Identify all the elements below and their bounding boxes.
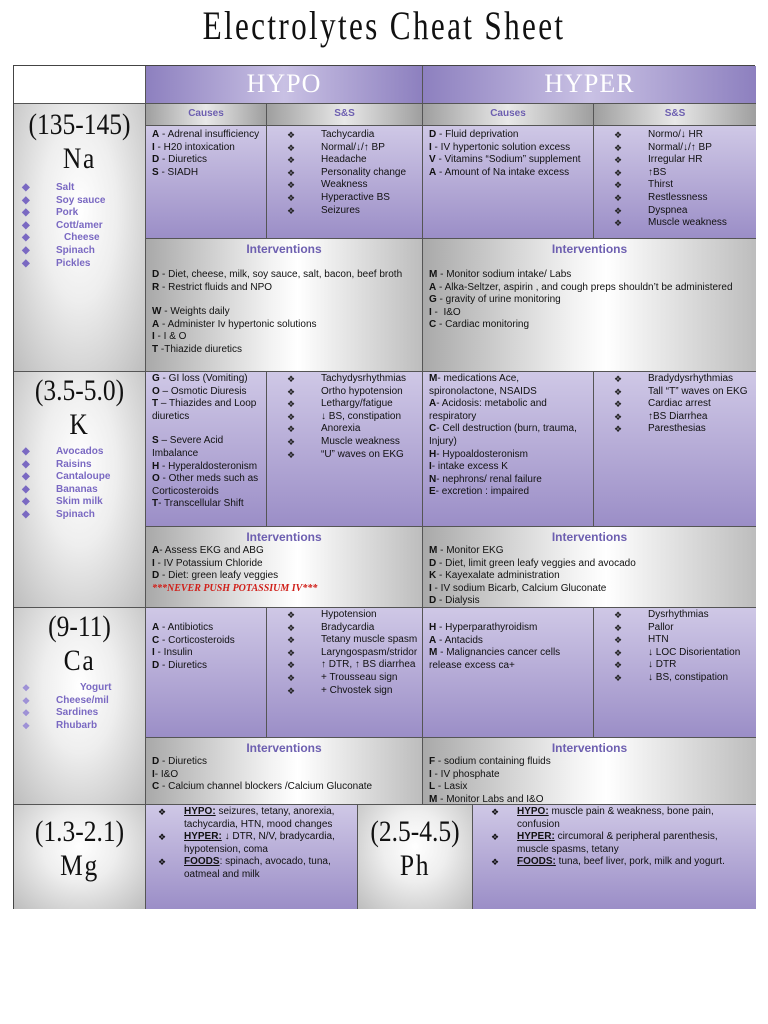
ph-symbol: Ph xyxy=(399,849,431,882)
na-hyper-intervention: I - I&O xyxy=(429,306,461,318)
ca-hypo-cause: C - Corticosteroids xyxy=(152,634,235,646)
list-item: ❖ ↑ DTR, ↑ BS diarrhea xyxy=(287,659,418,672)
list-item: ❖ Normal/↓/↑ BP xyxy=(287,142,416,155)
ca-hypo-ss-list xyxy=(287,609,418,697)
na-hyper-interventions xyxy=(423,239,756,372)
na-hyper-interventions-header: Interventions xyxy=(551,242,628,256)
na-hyper-ss xyxy=(594,126,756,239)
list-item: ❖ Tachycardia xyxy=(287,129,416,142)
ph-label-cell xyxy=(358,805,473,909)
k-hyper-causes xyxy=(423,372,594,527)
k-hyper-intervention: D - Dialysis xyxy=(429,595,480,607)
k-foods-list xyxy=(14,446,145,522)
ph-info xyxy=(473,805,756,909)
list-item: ❖ ↓ BS, constipation xyxy=(287,411,418,424)
list-item: ◆ Bananas xyxy=(14,484,145,497)
ca-hypo-intervention: D - Diuretics xyxy=(152,756,208,767)
na-hyper-causes xyxy=(423,126,594,239)
k-hyper-cause: H- Hypoaldosteronism xyxy=(429,448,528,460)
na-symbol: Na xyxy=(62,142,97,175)
na-label-cell xyxy=(14,104,146,372)
list-item: ❖ Normo/↓ HR xyxy=(614,129,752,142)
k-hypo-cause: T – Thiazides and Loop diuretics xyxy=(152,398,260,422)
k-hypo-causes xyxy=(146,372,267,527)
list-item: ❖ Tachydysrhythmias xyxy=(287,373,418,386)
k-hypo-intervention: D - Diet: green leafy veggies xyxy=(152,570,279,582)
list-item: ❖ FOODS: spinach, avocado, tuna, oatmeal and milk xyxy=(150,856,353,881)
na-hypo-causes-header: Causes xyxy=(146,104,267,126)
k-hyper-interventions-header: Interventions xyxy=(551,530,628,544)
k-hyper-intervention: M - Monitor EKG xyxy=(429,545,504,556)
hypo-header: HYPO xyxy=(146,66,423,104)
list-item: ❖ ↑BS xyxy=(614,167,752,180)
k-label-cell xyxy=(14,372,146,608)
list-item: ❖ Rhubarb xyxy=(14,720,145,733)
ca-hypo-intervention: C - Calcium channel blockers /Calcium Gluconate xyxy=(152,781,373,793)
k-hypo-cause: O – Osmotic Diuresis xyxy=(152,385,247,397)
list-item: ❖ Paresthesias xyxy=(614,423,752,436)
cheat-sheet-table xyxy=(13,65,755,909)
k-hypo-intervention: I - IV Potassium Chloride xyxy=(152,557,263,569)
ca-hyper-intervention: L - Lasix xyxy=(429,781,468,793)
k-hyper-cause: N- nephrons/ renal failure xyxy=(429,473,542,485)
ca-hyper-ss xyxy=(594,608,756,738)
ca-hypo-cause: D - Diuretics xyxy=(152,659,208,671)
list-item: ❖ Yogurt xyxy=(14,682,145,695)
na-hyper-ss-header: S&S xyxy=(594,104,756,126)
list-item: ◆ Spinach xyxy=(14,245,145,258)
k-hyper-cause: C- Cell destruction (burn, trauma, Injury) xyxy=(429,423,580,447)
list-item: ◆ Cott/amer xyxy=(14,220,145,233)
na-hyper-intervention: C - Cardiac monitoring xyxy=(429,319,530,331)
list-item: ❖ Cardiac arrest xyxy=(614,398,752,411)
list-item: ❖ Anorexia xyxy=(287,423,418,436)
list-item: ◆ Avocados xyxy=(14,446,145,459)
list-item: ❖ HYPER: ↓ DTR, N/V, bradycardia, hypotension, coma xyxy=(150,831,353,856)
list-item: ❖ Tetany muscle spasm xyxy=(287,634,418,647)
na-hypo-intervention: R - Restrict fluids and NPO xyxy=(152,281,273,293)
na-hypo-intervention: T -Thiazide diuretics xyxy=(152,343,243,355)
na-hyper-intervention: A - Alka-Seltzer, aspirin , and cough preps shouldn’t be administered xyxy=(429,281,733,293)
ph-info-list xyxy=(483,806,752,869)
mg-info xyxy=(146,805,358,909)
k-hyper-ss-list xyxy=(614,373,752,436)
na-hypo-cause: D - Diuretics xyxy=(152,154,208,166)
ca-hyper-cause: H - Hyperparathyroidism xyxy=(429,622,538,633)
list-item: ❖ Bradydysrhythmias xyxy=(614,373,752,386)
list-item: ❖ Weakness xyxy=(287,179,416,192)
k-hypo-cause: G - GI loss (Vomiting) xyxy=(152,373,248,384)
k-hypo-cause: O - Other meds such as Corticosteroids xyxy=(152,473,261,497)
list-item: ❖ HYPO: seizures, tetany, anorexia, tachycardia, HTN, mood changes xyxy=(150,806,353,831)
ca-hypo-intervention: I- I&O xyxy=(152,768,179,780)
na-hyper-intervention: M - Monitor sodium intake/ Labs xyxy=(429,269,572,280)
mg-range: (1.3-2.1) xyxy=(34,815,125,848)
na-hypo-intervention: I - I & O xyxy=(152,331,187,343)
k-hypo-interventions-header: Interventions xyxy=(246,530,322,544)
na-range: (135-145) xyxy=(28,108,131,141)
list-item: ❖ Irregular HR xyxy=(614,154,752,167)
list-item: ❖ Sardines xyxy=(14,707,145,720)
na-hyper-cause: A - Amount of Na intake excess xyxy=(429,166,570,178)
list-item: ❖ + Chvostek sign xyxy=(287,685,418,698)
list-item: ❖ FOODS: tuna, beef liver, pork, milk and yogurt. xyxy=(483,856,752,869)
ca-hypo-interventions xyxy=(146,738,423,805)
na-hypo-interventions xyxy=(146,239,423,372)
list-item: ❖ HTN xyxy=(614,634,752,647)
k-hyper-ss xyxy=(594,372,756,527)
list-item: ❖ Muscle weakness xyxy=(614,217,752,230)
ca-range: (9-11) xyxy=(48,610,111,643)
list-item: ❖ Normal/↓/↑ BP xyxy=(614,142,752,155)
na-hypo-ss xyxy=(267,126,423,239)
na-hyper-intervention: G - gravity of urine monitoring xyxy=(429,294,561,306)
list-item: ❖ Dyspnea xyxy=(614,205,752,218)
list-item: ❖ Hyperactive BS xyxy=(287,192,416,205)
list-item: ❖ Lethargy/fatigue xyxy=(287,398,418,411)
ca-hypo-cause: A - Antibiotics xyxy=(152,622,214,633)
k-hypo-cause: H - Hyperaldosteronism xyxy=(152,460,258,472)
list-item: ◆ Raisins xyxy=(14,459,145,472)
mg-info-list xyxy=(150,806,353,882)
k-hyper-intervention: D - Diet, limit green leafy veggies and avocado xyxy=(429,557,636,569)
k-hypo-ss xyxy=(267,372,423,527)
list-item: ◆ Spinach xyxy=(14,509,145,522)
mg-label-cell xyxy=(14,805,146,909)
k-symbol: K xyxy=(69,408,90,441)
na-hypo-intervention: W - Weights daily xyxy=(152,306,230,318)
list-item: ❖ Cheese/mil xyxy=(14,695,145,708)
list-item: ❖ Thirst xyxy=(614,179,752,192)
na-hypo-cause: I - H20 intoxication xyxy=(152,141,235,153)
list-item: ❖ Personality change xyxy=(287,167,416,180)
ca-hyper-ss-list xyxy=(614,609,752,685)
list-item: ❖ ↑BS Diarrhea xyxy=(614,411,752,424)
ca-hypo-causes xyxy=(146,608,267,738)
k-hyper-interventions xyxy=(423,527,756,608)
ca-hypo-cause: I - Insulin xyxy=(152,647,193,659)
na-hyper-cause: V - Vitamins “Sodium” supplement xyxy=(429,154,581,166)
k-hypo-interventions xyxy=(146,527,423,608)
na-hypo-cause: S - SIADH xyxy=(152,166,199,178)
k-hyper-cause: M- medications Ace, spironolactone, NSAIDS xyxy=(429,373,537,397)
ca-hypo-ss xyxy=(267,608,423,738)
na-hypo-ss-header: S&S xyxy=(267,104,423,126)
na-foods-list xyxy=(14,182,145,270)
list-item: ❖ + Trousseau sign xyxy=(287,672,418,685)
list-item: ❖ Dysrhythmias xyxy=(614,609,752,622)
na-hyper-ss-list xyxy=(614,129,752,230)
ca-hyper-intervention: I - IV phosphate xyxy=(429,768,500,780)
ca-hyper-causes xyxy=(423,608,594,738)
ca-symbol: Ca xyxy=(63,644,96,677)
list-item: ◆ Cheese xyxy=(14,232,145,245)
k-hyper-intervention: K - Kayexalate administration xyxy=(429,570,560,582)
list-item: ❖ Ortho hypotension xyxy=(287,386,418,399)
k-hypo-intervention: A- Assess EKG and ABG xyxy=(152,545,264,556)
list-item: ◆ Cantaloupe xyxy=(14,471,145,484)
list-item: ◆ Pork xyxy=(14,207,145,220)
list-item: ❖ ↓ BS, constipation xyxy=(614,672,752,685)
list-item: ❖ Headache xyxy=(287,154,416,167)
list-item: ❖ Laryngospasm/stridor xyxy=(287,647,418,660)
ca-hyper-interventions xyxy=(423,738,756,805)
na-hyper-cause: D - Fluid deprivation xyxy=(429,129,519,140)
na-hypo-ss-list xyxy=(287,129,416,217)
k-hyper-cause: E- excretion : impaired xyxy=(429,486,530,498)
na-hypo-interventions-header: Interventions xyxy=(246,242,322,256)
ca-hyper-cause: A - Antacids xyxy=(429,634,483,646)
list-item: ❖ ↓ LOC Disorientation xyxy=(614,647,752,660)
corner-cell xyxy=(14,66,146,104)
ca-foods-list xyxy=(14,682,145,732)
k-hyper-cause: I- intake excess K xyxy=(429,461,508,473)
ca-hyper-intervention: M - Monitor Labs and I&O xyxy=(429,793,544,805)
na-hyper-causes-header: Causes xyxy=(423,104,594,126)
list-item: ❖ HYPO: muscle pain & weakness, bone pain, confusion xyxy=(483,806,752,831)
list-item: ❖ Hypotension xyxy=(287,609,418,622)
na-hypo-cause: A - Adrenal insufficiency xyxy=(152,129,260,140)
ca-hyper-cause: M - Malignancies cancer cells release excess ca+ xyxy=(429,647,563,671)
k-range: (3.5-5.0) xyxy=(34,374,125,407)
list-item: ❖ Bradycardia xyxy=(287,622,418,635)
na-hypo-intervention: A - Administer Iv hypertonic solutions xyxy=(152,318,317,330)
ca-label-cell xyxy=(14,608,146,805)
na-hypo-intervention: D - Diet, cheese, milk, soy sauce, salt, bacon, beef broth xyxy=(152,269,403,280)
k-hypo-ss-list xyxy=(287,373,418,461)
list-item: ❖ Seizures xyxy=(287,205,416,218)
list-item: ◆ Soy sauce xyxy=(14,195,145,208)
na-hyper-cause: I - IV hypertonic solution excess xyxy=(429,141,571,153)
list-item: ❖ Pallor xyxy=(614,622,752,635)
mg-symbol: Mg xyxy=(60,849,99,882)
list-item: ❖ “U” waves on EKG xyxy=(287,449,418,462)
k-warning-text: ***NEVER PUSH POTASSIUM IV*** xyxy=(152,582,318,594)
list-item: ❖ Restlessness xyxy=(614,192,752,205)
list-item: ◆ Skim milk xyxy=(14,496,145,509)
na-hypo-causes xyxy=(146,126,267,239)
list-item: ❖ ↓ DTR xyxy=(614,659,752,672)
ca-hyper-intervention: F - sodium containing fluids xyxy=(429,756,551,767)
ph-range: (2.5-4.5) xyxy=(370,815,460,848)
k-hyper-intervention: I - IV sodium Bicarb, Calcium Gluconate xyxy=(429,582,607,594)
ca-hypo-interventions-header: Interventions xyxy=(246,741,322,755)
list-item: ❖ Tall “T” waves on EKG xyxy=(614,386,752,399)
hyper-header: HYPER xyxy=(423,66,756,104)
page-title: Electrolytes Cheat Sheet xyxy=(202,3,566,48)
list-item: ◆ Salt xyxy=(14,182,145,195)
list-item: ❖ HYPER: circumoral & peripheral parenthesis, muscle spasms, tetany xyxy=(483,831,752,856)
k-hyper-cause: A- Acidosis: metabolic and respiratory xyxy=(429,398,550,422)
k-hypo-cause: S – Severe Acid Imbalance xyxy=(152,435,226,459)
ca-hyper-interventions-header: Interventions xyxy=(551,741,628,755)
list-item: ◆ Pickles xyxy=(14,258,145,271)
k-hypo-cause: T- Transcellular Shift xyxy=(152,498,244,510)
list-item: ❖ Muscle weakness xyxy=(287,436,418,449)
